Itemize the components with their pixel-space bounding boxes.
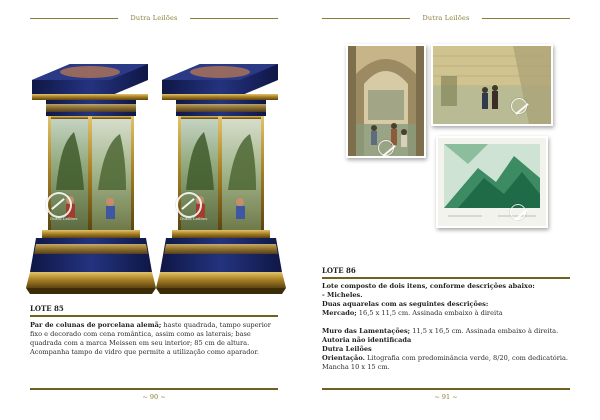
description-line-lead: Muro das Lamentações; <box>322 327 411 335</box>
lot-rule <box>322 277 570 279</box>
running-header <box>322 13 570 23</box>
lot-title: LOTE 86 <box>322 266 356 275</box>
footer-rule <box>322 388 570 390</box>
description-text: haste quadrada, tampo superior fixo e decorado com cena romântica, assim como as laterais; base quadrada com a marca Meissen em seu interior; 85 cm de altura. Acompanha tampo de vidro que permite a utilização como aparador. <box>30 321 271 356</box>
porcelain-columns-photo <box>0 40 300 330</box>
page-number: ~ 90 ~ <box>142 393 166 401</box>
description-line-text: 16,5 x 11,5 cm. Assinada embaixo à direita <box>356 309 503 317</box>
description-line: Duas aquarelas com as seguintes descrições: <box>322 300 489 308</box>
description-line-lead: Orientação. <box>322 354 365 362</box>
watermark-icon <box>511 98 527 114</box>
header-rule <box>190 18 278 19</box>
description-line-lead: Mercado; <box>322 309 357 317</box>
header-rule <box>482 18 570 19</box>
description-line: Lote composto de dois itens, conforme descrições abaixo: <box>322 282 535 290</box>
description-line-text: 11,5 x 16,5 cm. Assinada embaixo à direita. <box>410 327 559 335</box>
watercolor-wall-image <box>431 44 553 126</box>
watermark-icon <box>510 204 526 220</box>
page-number: ~ 91 ~ <box>434 393 458 401</box>
running-header <box>30 13 278 23</box>
lot-description <box>322 282 572 372</box>
watermark-icon <box>46 192 72 218</box>
description-line: Dutra Leilões <box>322 345 372 353</box>
watermark-label: Dutra Leilões <box>180 216 208 221</box>
header-text: Dutra Leilões <box>422 14 470 22</box>
header-text: Dutra Leilões <box>130 14 178 22</box>
watercolor-market-image <box>346 44 426 158</box>
right-page <box>300 0 600 420</box>
page-footer <box>322 388 570 404</box>
lithograph-orientacao-image <box>436 136 548 228</box>
lot-rule <box>30 315 278 317</box>
watermark-label: Dutra Leilões <box>50 216 78 221</box>
description-line: Autoria não identificada <box>322 336 412 344</box>
footer-rule <box>30 388 278 390</box>
description-lead: Par de colunas de porcelana alemã; <box>30 321 162 329</box>
watermark-icon <box>176 192 202 218</box>
description-line: - Micheles. <box>322 291 363 299</box>
page-footer <box>30 388 278 404</box>
watermark-icon <box>378 140 394 156</box>
lot-description <box>30 321 274 357</box>
description-line-text: Litografia com predominância verde, 8/20, com dedicatória. Mancha 10 x 15 cm. <box>322 354 569 371</box>
lot-title: LOTE 85 <box>30 304 64 313</box>
